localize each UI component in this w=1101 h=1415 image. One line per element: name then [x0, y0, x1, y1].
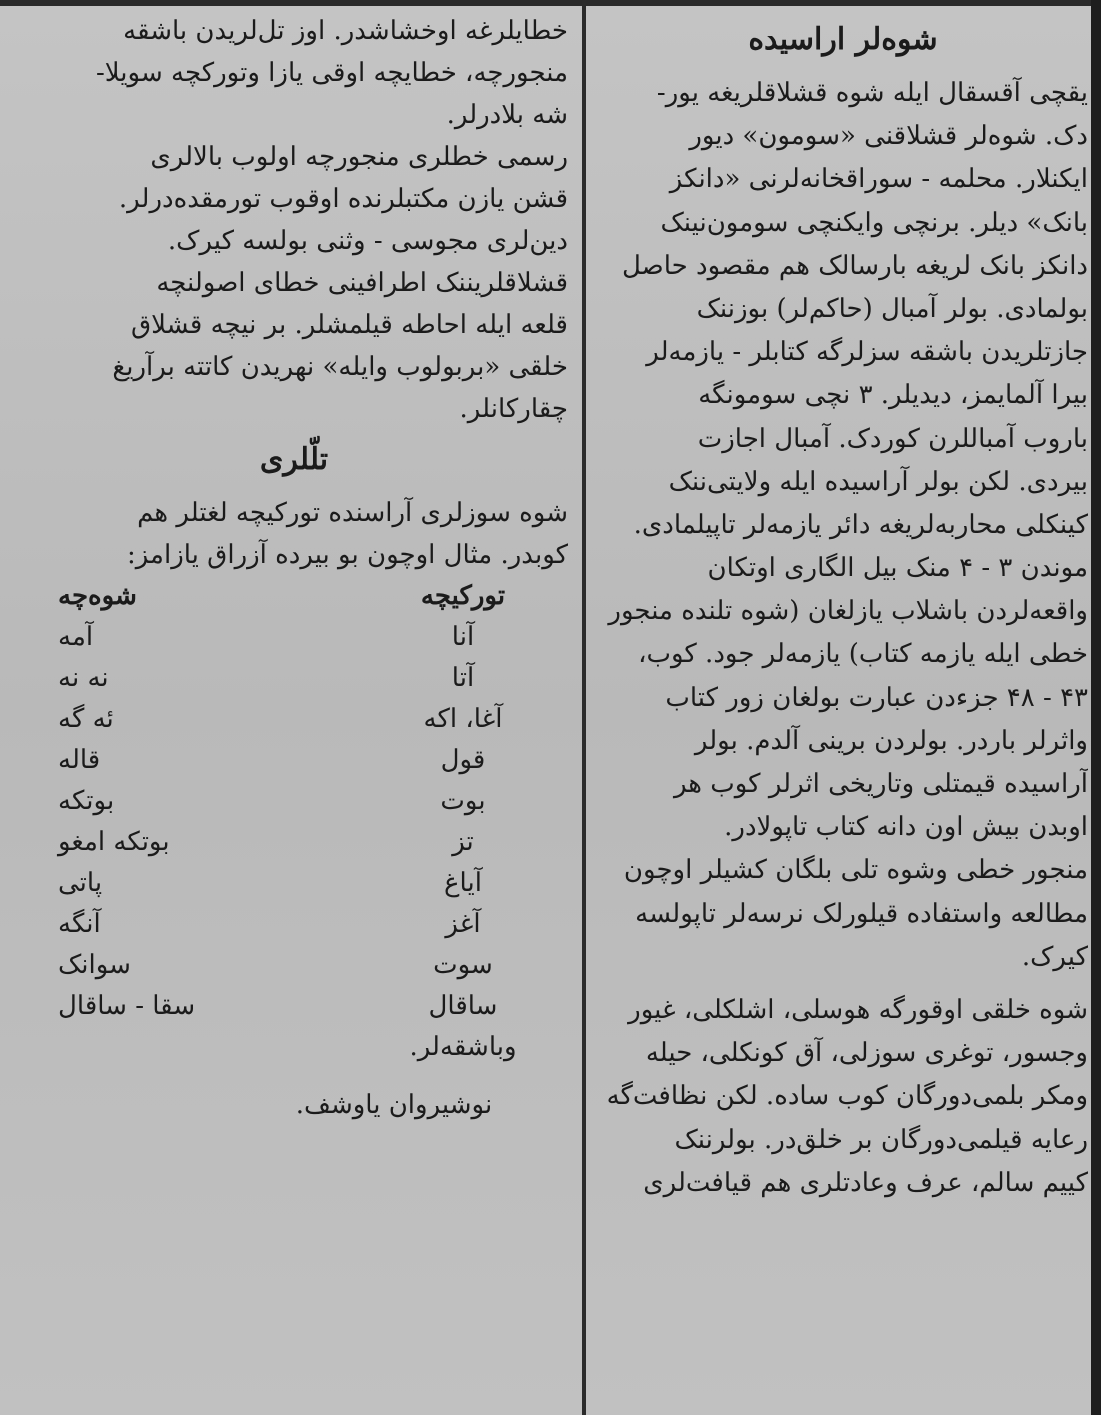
word-row [20, 781, 568, 822]
word-row [20, 658, 568, 699]
text-line: قلعه ایله احاطه قیلمشلر. بر نیچه قشلاق [131, 310, 568, 340]
text-line: آراسیده قیمتلی وتاریخی اثرلر کوب هر [673, 769, 1088, 799]
shive-word: ئه گه [58, 704, 114, 734]
text-line: ایکنلار. محلمه - سوراقخانه‌لرنی «دانکز [669, 164, 1088, 195]
turkic-word: آیاغ [444, 868, 482, 898]
text-line: منجور خطی وشوه تلی بلگان کشیلر اوچون [623, 855, 1088, 886]
word-row [20, 945, 568, 986]
text-line: موندن ۳ - ۴ منک بیل الگاری اوتکان [707, 553, 1088, 584]
right-column-text [598, 72, 1088, 1205]
text-line: کییم سالم، عرف وعادتلری هم قیافت‌لری [643, 1167, 1088, 1198]
text-line: خلقی «بربولوب وایله» نهریدن کاتته برآریغ [112, 352, 568, 382]
header-shive: شوه‌چه [58, 581, 137, 611]
text-line: واثرلر باردر. بولردن برینی آلدم. بولر [694, 725, 1088, 756]
word-row [20, 986, 568, 1027]
column-divider [582, 0, 586, 1415]
turkic-word: آتا [451, 663, 475, 693]
article-heading: شوه‌لر اراسیده [748, 22, 938, 57]
shive-word [38, 1027, 358, 1068]
word-row [20, 1027, 568, 1068]
text-line: کوبدر. مثال اوچون بو بیرده آزراق یازامز: [126, 540, 568, 570]
word-row [20, 699, 568, 740]
shive-word: سوانک [58, 950, 131, 980]
shive-word: قاله [58, 745, 101, 775]
word-table-body [20, 617, 568, 1068]
text-line: قشلاقلریننک اطرافینی خطای اصولنچه [156, 268, 568, 298]
text-line: بانک» دیلر. برنچی وایکنچی سومون‌نینک [660, 207, 1088, 238]
text-line: اوبدن بیش اون دانه کتاب تاپولادر. [724, 812, 1088, 843]
left-column [20, 10, 568, 1120]
text-line: دین‌لری مجوسی - وثنی بولسه کیرک. [167, 226, 568, 256]
shive-word: بوتکه [58, 786, 115, 816]
word-table [20, 576, 568, 1068]
word-row [20, 904, 568, 945]
word-row [20, 822, 568, 863]
turkic-word: قول [440, 745, 486, 775]
shive-word: آنگه [58, 909, 101, 939]
turkic-word: وباشقه‌لر. [409, 1032, 517, 1062]
text-line: چقارکانلر. [459, 394, 568, 424]
text-line: وجسور، توغری سوزلی، آق کونکلی، حیله [645, 1038, 1088, 1069]
turkic-word: ساقال [428, 991, 498, 1021]
turkic-word: آغز [445, 909, 481, 939]
turkic-word: تز [452, 827, 474, 857]
text-line: دک. شوه‌لر قشلاقنی «سومون» دیور [689, 121, 1088, 152]
text-line: شوه خلقی اوقورگه هوسلی، اشلکلی، غیور [628, 994, 1088, 1025]
text-line: شوه سوزلری آراسنده تورکیچه لغتلر هم [137, 498, 568, 528]
turkic-word: سوت [433, 950, 493, 980]
text-line: مطالعه واستفاده قیلورلک نرسه‌لر تاپولسه [635, 898, 1088, 929]
shive-word: آمه [58, 622, 94, 652]
text-line [598, 979, 1088, 989]
languages-intro [20, 492, 568, 576]
text-line: کینکلی محاربه‌لریغه دائر یازمه‌لر تاپیلمادی. [633, 509, 1088, 540]
text-line: واقعه‌لردن باشلاب یازلغان (شوه تلنده منجور [608, 596, 1088, 627]
text-line: خطایلرغه اوخشاشدر. اوز تل‌لریدن باشقه [123, 16, 568, 46]
left-column-text [20, 10, 568, 430]
shive-word: پاتی [58, 868, 103, 898]
word-row [20, 863, 568, 904]
text-line: قشن یازن مکتبلرنده اوقوب تورمقده‌درلر. [118, 184, 568, 214]
text-line: منجورچه، خطایچه اوقی یازا وتورکچه سویلا- [96, 58, 568, 88]
text-line: بیرا آلمایمز، دیدیلر. ۳ نچی سومونگه [698, 380, 1088, 411]
text-line: جازتلریدن باشقه سزلرگه کتابلر - یازمه‌لر [646, 337, 1088, 368]
text-line: ومکر بلمی‌دورگان کوب ساده. لکن نظافت‌گه [606, 1081, 1088, 1112]
author-signature: نوشیروان یاوشف. [295, 1090, 493, 1120]
word-table-header [20, 576, 568, 617]
text-line: کیرک. [1021, 941, 1088, 972]
text-line: ۴۳ - ۴۸ جزءدن عبارت بولغان زور کتاب [665, 682, 1088, 713]
turkic-word: آغا، اکه [423, 704, 503, 734]
text-line: خطی ایله یازمه کتاب) یازمه‌لر جود. کوب، [638, 639, 1088, 670]
turkic-word: بوت [440, 786, 486, 816]
text-line: رعایه قیلمی‌دورگان بر خلق‌در. بولرننک [674, 1124, 1088, 1155]
right-column [598, 10, 1088, 1205]
text-line: باروب آمباللرن کوردک. آمبال اجازت [697, 423, 1088, 454]
text-line: بیردی. لکن بولر آراسیده ایله ولایتی‌ننک [668, 466, 1088, 497]
text-line: بولمادی. بولر آمبال (حاکم‌لر) بوزننک [696, 293, 1088, 324]
top-rule [0, 0, 1101, 6]
shive-word: سقا - ساقال [58, 991, 196, 1021]
languages-heading: تلّلری [259, 442, 329, 477]
text-line: دانکز بانک لریغه بارسالک هم مقصود حاصل [621, 250, 1088, 281]
word-row [20, 617, 568, 658]
shive-word: نه نه [58, 663, 109, 693]
header-turkic: تورکیچه [420, 581, 506, 611]
text-line: رسمی خطلری منجورچه اولوب بالالری [150, 142, 568, 172]
word-row [20, 740, 568, 781]
turkic-word: آنا [451, 622, 475, 652]
page-edge [1091, 0, 1101, 1415]
text-line: شه بلادرلر. [446, 100, 568, 130]
shive-word: بوتکه امغو [58, 827, 170, 857]
text-line: یقچی آقسقال ایله شوه قشلاقلریغه یور- [656, 78, 1088, 108]
